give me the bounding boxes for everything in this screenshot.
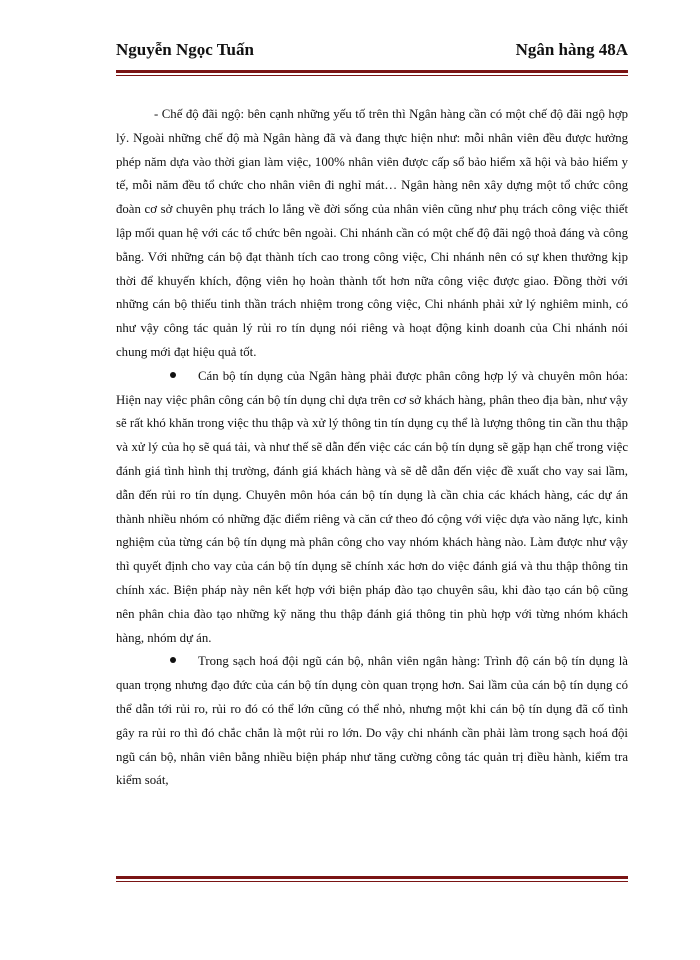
bullet-icon <box>170 372 176 378</box>
header-class-name: Ngân hàng 48A <box>515 40 628 59</box>
header-rule <box>116 70 628 76</box>
bullet-item-integrity <box>116 650 628 793</box>
footer-rule <box>116 876 628 882</box>
bullet-icon <box>170 657 176 663</box>
paragraph-compensation: - Chế độ đãi ngộ: bên cạnh những yếu tố trên thì Ngân hàng cần có một chế độ đãi ngộ hợp lý. Ngoài những chế độ mà Ngân hàng đã và đang thực hiện như: mỗi nhân viên đều được hưởng phép năm dựa vào thời gian làm việc, 100% nhân viên được cấp sổ bảo hiểm xã hội và bảo hiểm y tế, mỗi năm đều tổ chức cho nhân viên đi nghỉ mát… Ngân hàng nên xây dựng một tổ chức công đoàn cơ sở chuyên phụ trách lo lắng về đời sống của nhân viên cũng như phụ trách công việc thiết lập mối quan hệ với các tổ chức bên ngoài. Chi nhánh cần có một chế độ đãi ngộ thoả đáng và công bằng. Với những cán bộ đạt thành tích cao trong công việc, Chi nhánh nên có sự khen thưởng kịp thời để khuyến khích, động viên họ hoàn thành tốt hơn nữa công việc được giao. Đồng thời với những cán bộ thiếu tinh thần trách nhiệm trong công việc, Chi nhánh phải xử lý nghiêm minh, có như vậy công tác quản lý rủi ro tín dụng nói riêng và hoạt động kinh doanh của Chi nhánh nói chung mới đạt hiệu quả tốt. <box>116 107 628 359</box>
document-body <box>116 103 628 793</box>
bullet-item-specialization <box>116 365 628 651</box>
bullet-text: Cán bộ tín dụng của Ngân hàng phải được phân công hợp lý và chuyên môn hóa: Hiện nay việc phân công cán bộ tín dụng chỉ dựa trên cơ sở khách hàng, phân theo địa bàn, như vậy sẽ rất khó khăn trong việc thu thập và xử lý thông tin tín dụng cụ thể là lượng thông tin cần thu thập và xử lý của họ sẽ quá tải, và như thế sẽ dẫn đến việc các cán bộ tín dụng sẽ gặp hạn chế trong việc đánh giá tình hình thị trường, đánh giá khách hàng và sẽ dễ dẫn đến việc đề xuất cho vay sai lầm, dẫn đến rủi ro tín dụng. Chuyên môn hóa cán bộ tín dụng là cần chia các khách hàng, các dự án thành nhiều nhóm có những đặc điểm riêng và căn cứ theo đó cộng với việc dựa vào năng lực, kinh nghiệm của từng cán bộ tín dụng mà phân công cho vay nhóm khách hàng nào. Làm được như vậy thì quyết định cho vay của cán bộ tín dụng sẽ chính xác hơn do việc đánh giá và thu thập thông tin chính xác. Biện pháp này nên kết hợp với biện pháp đào tạo chuyên sâu, khi đào tạo cán bộ cũng nên phân chia đào tạo những kỹ năng thu thập đánh giá thông tin phù hợp với từng nhóm khách hàng, nhóm dự án. <box>116 368 628 645</box>
bullet-text: Trong sạch hoá đội ngũ cán bộ, nhân viên ngân hàng: Trình độ cán bộ tín dụng là quan trọng nhưng đạo đức của cán bộ tín dụng còn quan trọng hơn. Sai lầm của cán bộ tín dụng có thể dẫn tới rủi ro, rủi ro đó có thể lớn cũng có thể nhỏ, nhưng một khi cán bộ tín dụng đã cố tình gây ra rủi ro thì đó chắc chắn là một rủi ro lớn. Do vậy chi nhánh cần phải làm trong sạch hoá đội ngũ cán bộ, nhân viên bằng nhiều biện pháp như tăng cường công tác quản trị điều hành, kiểm tra kiểm soát, <box>116 654 628 788</box>
header-author: Nguyễn Ngọc Tuấn <box>116 40 254 59</box>
